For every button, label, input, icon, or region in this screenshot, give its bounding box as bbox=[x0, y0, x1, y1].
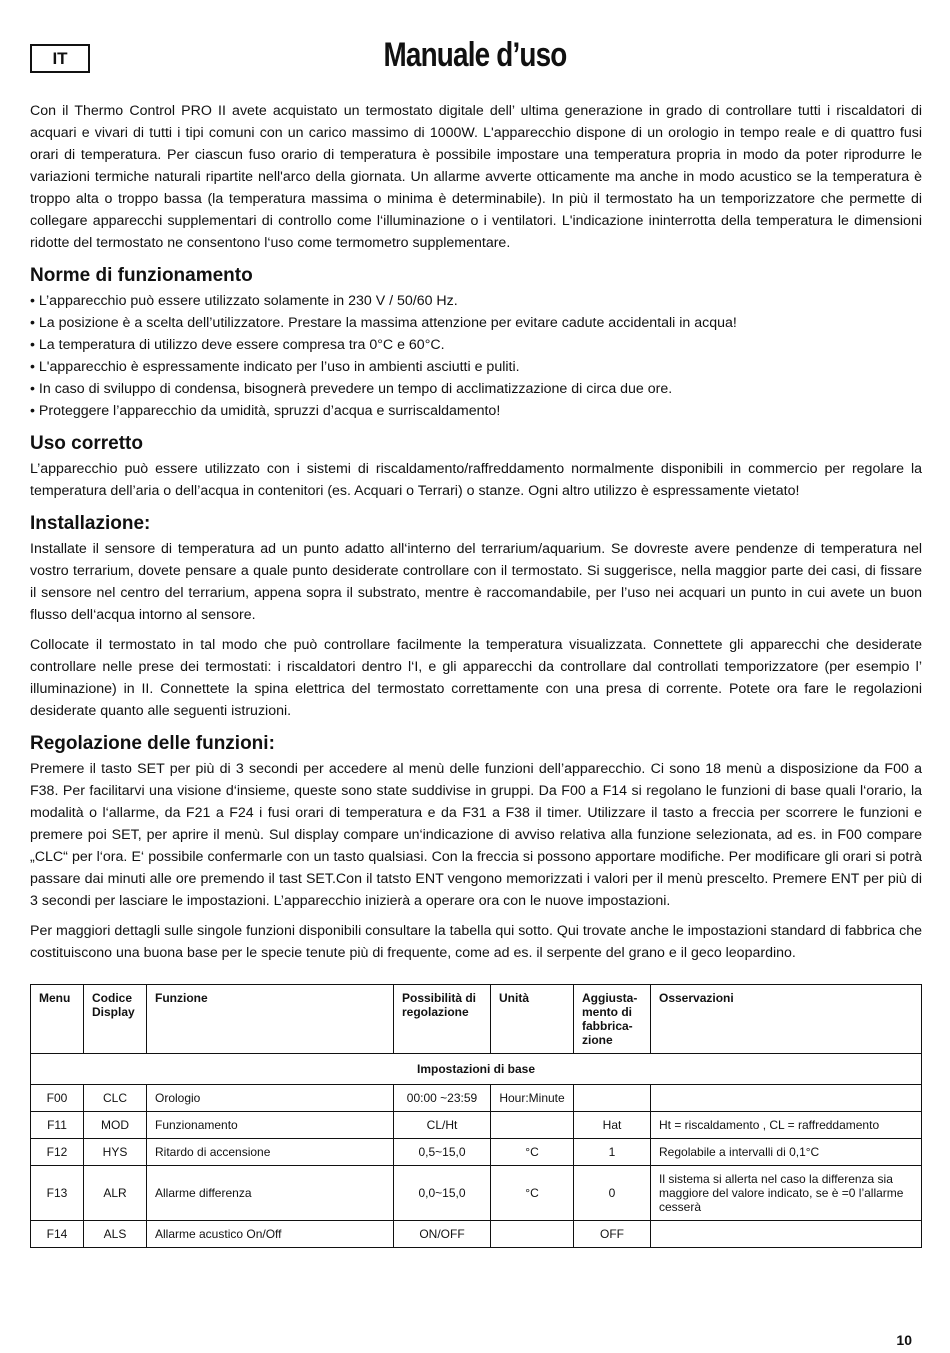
table-row bbox=[31, 1166, 922, 1221]
document-body bbox=[30, 100, 922, 972]
table-cell: HYS bbox=[84, 1139, 147, 1166]
table-cell: 00:00 ~23:59 bbox=[394, 1085, 491, 1112]
intro-paragraph: Con il Thermo Control PRO II avete acquistato un termostato digitale dell’ ultima generazione in grado di controllare tutti i riscaldatori di acquari e vivari di tutti i tipi comuni con un carico massimo di 1000W. L'apparecchio dispone di un orologio in tempo reale e di quattro fusi orari di temperatura. Per ciascun fuso orario di temperatura è possibile impostare una temperatura propria in modo da poter riprodurre le variazioni termiche naturali ripartite nell'arco della giornata. Un allarme avverte otticamente ma anche in modo acustico se la temperatura è troppo alta o troppo bassa (la temperatura massima o minima è determinabile). In più il termostato ha un temporizzatore che permette di collegare apparecchi supplementari di controllo come l‘illuminazione o i ventilatori. L'indicazione ininterrotta della temperatura le dimensioni ridotte del termostato ne consentono l‘uso come termometro supplementare. bbox=[30, 103, 922, 251]
table-cell: ALS bbox=[84, 1221, 147, 1248]
table-cell: F00 bbox=[31, 1085, 84, 1112]
table-row bbox=[31, 1112, 922, 1139]
column-header: Unità bbox=[491, 985, 574, 1054]
section-heading-regolazione: Regolazione delle funzioni: bbox=[30, 733, 275, 754]
regolazione-paragraph-2: Per maggiori dettagli sulle singole funzioni disponibili consultare la tabella qui sotto. Qui trovate anche le impostazioni standard di fabbrica che costituiscono una buona base per le specie tenute più di frequente, come ad es. il serpente del grano e il geco leopardino. bbox=[30, 923, 922, 961]
table-cell bbox=[491, 1112, 574, 1139]
table-cell: 1 bbox=[574, 1139, 651, 1166]
table-row bbox=[31, 1139, 922, 1166]
list-item: • L'apparecchio è espressamente indicato per l’uso in ambienti asciutti e puliti. bbox=[30, 356, 922, 378]
table-cell: Allarme acustico On/Off bbox=[147, 1221, 394, 1248]
table-cell: MOD bbox=[84, 1112, 147, 1139]
section-heading-norme: Norme di funzionamento bbox=[30, 265, 253, 286]
functions-table bbox=[30, 984, 922, 1248]
table-cell: F13 bbox=[31, 1166, 84, 1221]
table-header-row bbox=[31, 985, 922, 1054]
table-cell: Regolabile a intervalli di 0,1°C bbox=[651, 1139, 922, 1166]
table-cell: Orologio bbox=[147, 1085, 394, 1112]
column-header: Possibilità di regolazione bbox=[394, 985, 491, 1054]
uso-paragraph: L’apparecchio può essere utilizzato con i sistemi di riscaldamento/raffreddamento normalmente disponibili in commercio per regolare la temperatura dell’aria o dell’acqua in contenitori (es. Acquari o Terrari) o stanze. Ogni altro utilizzo è espressamente vietato! bbox=[30, 461, 922, 499]
table-row bbox=[31, 1221, 922, 1248]
table-cell: Ht = riscaldamento , CL = raffreddamento bbox=[651, 1112, 922, 1139]
column-header: Menu bbox=[31, 985, 84, 1054]
table-cell bbox=[651, 1221, 922, 1248]
table-cell: 0,0~15,0 bbox=[394, 1166, 491, 1221]
table-cell: 0 bbox=[574, 1166, 651, 1221]
table-section-row bbox=[31, 1054, 922, 1085]
section-heading-installazione: Installazione: bbox=[30, 513, 151, 534]
section-heading-uso: Uso corretto bbox=[30, 433, 143, 454]
regolazione-paragraph-1: Premere il tasto SET per più di 3 secondi per accedere al menù delle funzioni dell’apparecchio. Ci sono 18 menù a disposizione da F00 a F38. Per facilitarvi una visione d‘insieme, queste sono state suddivise in gruppi. Da F00 a F14 si regolano le funzioni di base quali l‘orario, la modalità o l‘allarme, da F21 a F24 i fusi orari di temperatura e da F31 a F38 il timer. Utilizzare il tasto a freccia per scorrere le funzioni e premere poi SET, per aprire il menù. Sul display compare un‘indicazione di avviso relativa alla funzione selezionata, ad es. in F00 compare „CLC“ per l‘ora. E‘ possibile confermarle con un tasto qualsiasi. Con la freccia si possono apportare modifiche. Per modificare gli orari si potrà passare dai minuti alle ore premendo il tast SET.Con il tatsto ENT vengono memorizzati i valori per il menù prescelto. Premere ENT per più di 3 secondi per lasciare le impostazioni. L’apparecchio inizierà a operare ora con le nuove impostazioni. bbox=[30, 761, 922, 909]
page-title: Manuale d’uso bbox=[383, 36, 567, 74]
table-cell bbox=[651, 1085, 922, 1112]
table-cell: ALR bbox=[84, 1166, 147, 1221]
table-cell: Allarme differenza bbox=[147, 1166, 394, 1221]
table-cell: Funzionamento bbox=[147, 1112, 394, 1139]
column-header: Codice Display bbox=[84, 985, 147, 1054]
table-cell: ON/OFF bbox=[394, 1221, 491, 1248]
table-cell: CL/Ht bbox=[394, 1112, 491, 1139]
column-header: Aggiusta-mento di fabbrica-zione bbox=[574, 985, 651, 1054]
list-item: • L’apparecchio può essere utilizzato solamente in 230 V / 50/60 Hz. bbox=[30, 290, 922, 312]
list-item: • La posizione è a scelta dell’utilizzatore. Prestare la massima attenzione per evitare cadute accidentali in acqua! bbox=[30, 312, 922, 334]
table-cell: F11 bbox=[31, 1112, 84, 1139]
table-cell: F14 bbox=[31, 1221, 84, 1248]
table-cell: Hat bbox=[574, 1112, 651, 1139]
page-number: 10 bbox=[896, 1332, 912, 1348]
list-item: • Proteggere l’apparecchio da umidità, spruzzi d’acqua e surriscaldamento! bbox=[30, 400, 922, 422]
table-cell: Il sistema si allerta nel caso la differenza sia maggiore del valore indicato, se è =0 l’allarme cesserà bbox=[651, 1166, 922, 1221]
list-item: • In caso di sviluppo di condensa, bisognerà prevedere un tempo di acclimatizzazione di circa due ore. bbox=[30, 378, 922, 400]
installazione-paragraph-1: Installate il sensore di temperatura ad un punto adatto all‘interno del terrarium/aquarium. Se dovreste avere pendenze di temperatura nel vostro terrarium, dovete pensare a quale punto desiderate controllare con il termostato. Si suggerisce, nella maggior parte dei casi, di fissare il sensore nel centro del terrarium, appena sopra il substrato, mentre è raccomandabile, per l’uso nei acquari un punto in cui avete un buon flusso dell‘acqua intorno al sensore. bbox=[30, 541, 922, 623]
table-cell: °C bbox=[491, 1139, 574, 1166]
installazione-paragraph-2: Collocate il termostato in tal modo che può controllare facilmente la temperatura visualizzata. Connettete gli apparecchi che desiderate controllare nelle prese dei termostati: i riscaldatori dentro l‘I, e gli apparecchi da controllare dal controllati temporizzatore (per esempio l’ illuminazione) in II. Connettete la spina elettrica del termostato correttamente con una presa di corrente. Potete ora fare le regolazioni desiderate quanto alle seguenti istruzioni. bbox=[30, 637, 922, 719]
table-cell: Ritardo di accensione bbox=[147, 1139, 394, 1166]
table-cell: 0,5~15,0 bbox=[394, 1139, 491, 1166]
list-item: • La temperatura di utilizzo deve essere compresa tra 0°C e 60°C. bbox=[30, 334, 922, 356]
table-cell bbox=[574, 1085, 651, 1112]
norme-list bbox=[30, 290, 922, 422]
table-cell: OFF bbox=[574, 1221, 651, 1248]
column-header: Osservazioni bbox=[651, 985, 922, 1054]
section-label: Impostazioni di base bbox=[31, 1054, 922, 1085]
table-cell: °C bbox=[491, 1166, 574, 1221]
column-header: Funzione bbox=[147, 985, 394, 1054]
table-cell: Hour:Minute bbox=[491, 1085, 574, 1112]
table-cell: CLC bbox=[84, 1085, 147, 1112]
table-cell bbox=[491, 1221, 574, 1248]
table-row bbox=[31, 1085, 922, 1112]
language-badge: IT bbox=[30, 44, 90, 73]
table-cell: F12 bbox=[31, 1139, 84, 1166]
